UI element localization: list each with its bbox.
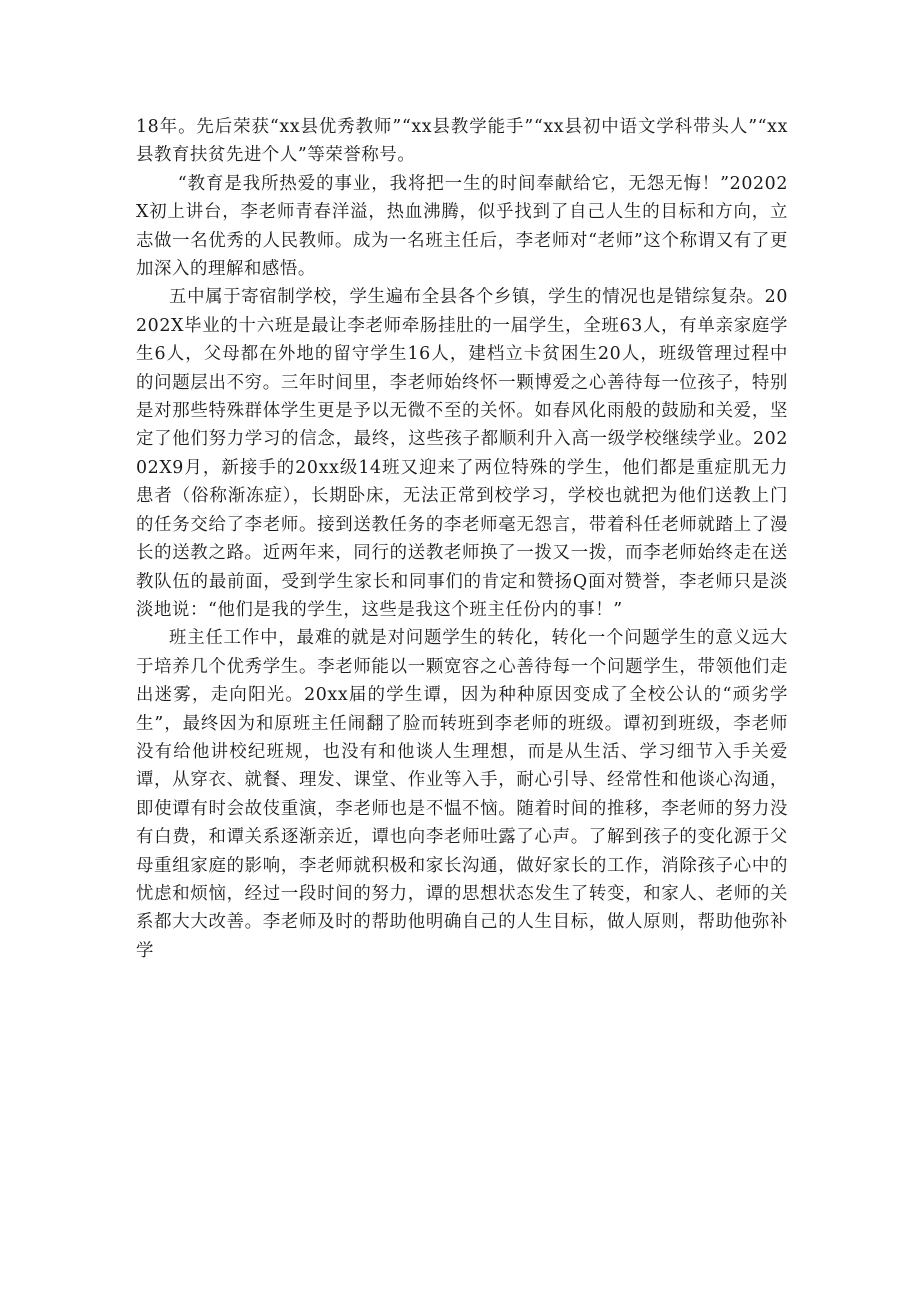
paragraph-boarding-school: 五中属于寄宿制学校，学生遍布全县各个乡镇，学生的情况也是错综复杂。20202X毕业的十六班是最让李老师牵肠挂肚的一届学生，全班63人，有单亲家庭学生6人，父母都在外地的留守学生16人，建档立卡贫困生20人，班级管理过程中的问题层出不穷。三年时间里，李老师始终怀一颗博爱之心善待每一位孩子，特别是对那些特殊群体学生更是予以无微不至的关怀。如春风化雨般的鼓励和关爱，坚定了他们努力学习的信念，最终，这些孩子都顺利升入高一级学校继续学业。20202X9月，新接手的20xx级14班又迎来了两位特殊的学生，他们都是重症肌无力患者（俗称渐冻症），长期卧床，无法正常到校学习，学校也就把为他们送教上门的任务交给了李老师。接到送教任务的李老师毫无怨言，带着科任老师就踏上了漫长的送教之路。近两年来，同行的送教老师换了一拨又一拨，而李老师始终走在送教队伍的最前面，受到学生家长和同事们的肯定和赞扬Q面对赞誉，李老师只是淡淡地说：“他们是我的学生，这些是我这个班主任份内的事！” [136,287,788,620]
document-body [136,113,788,965]
paragraph-career-start: “教育是我所热爱的事业，我将把一生的时间奉献给它，无怨无悔！”20202X初上讲台，李老师青春洋溢，热血沸腾，似乎找到了自己人生的目标和方向，立志做一名优秀的人民教师。成为一名班主任后，李老师对“老师”这个称谓又有了更加深入的理解和感悟。 [136,173,788,280]
paragraph-awards: 18年。先后荣获“xx县优秀教师”“xx县教学能手”“xx县初中语文学科带头人”“xx县教育扶贫先进个人”等荣誉称号。 [136,117,788,166]
paragraph-problem-students: 班主任工作中，最难的就是对问题学生的转化，转化一个问题学生的意义远大于培养几个优秀学生。李老师能以一颗宽容之心善待每一个问题学生，带领他们走出迷雾，走向阳光。20xx届的学生谭，因为种种原因变成了全校公认的“顽劣学生”，最终因为和原班主任闹翻了脸而转班到李老师的班级。谭初到班级，李老师没有给他讲校纪班规，也没有和他谈人生理想，而是从生活、学习细节入手关爱谭，从穿衣、就餐、理发、课堂、作业等入手，耐心引导、经常性和他谈心沟通，即使谭有时会故伎重演，李老师也是不愠不恼。随着时间的推移，李老师的努力没有白费，和谭关系逐渐亲近，谭也向李老师吐露了心声。了解到孩子的变化源于父母重组家庭的影响，李老师就积极和家长沟通，做好家长的工作，消除孩子心中的忧虑和烦恼，经过一段时间的努力，谭的思想状态发生了转变，和家人、老师的关系都大大改善。李老师及时的帮助他明确自己的人生目标，做人原则，帮助他弥补学 [136,628,788,961]
